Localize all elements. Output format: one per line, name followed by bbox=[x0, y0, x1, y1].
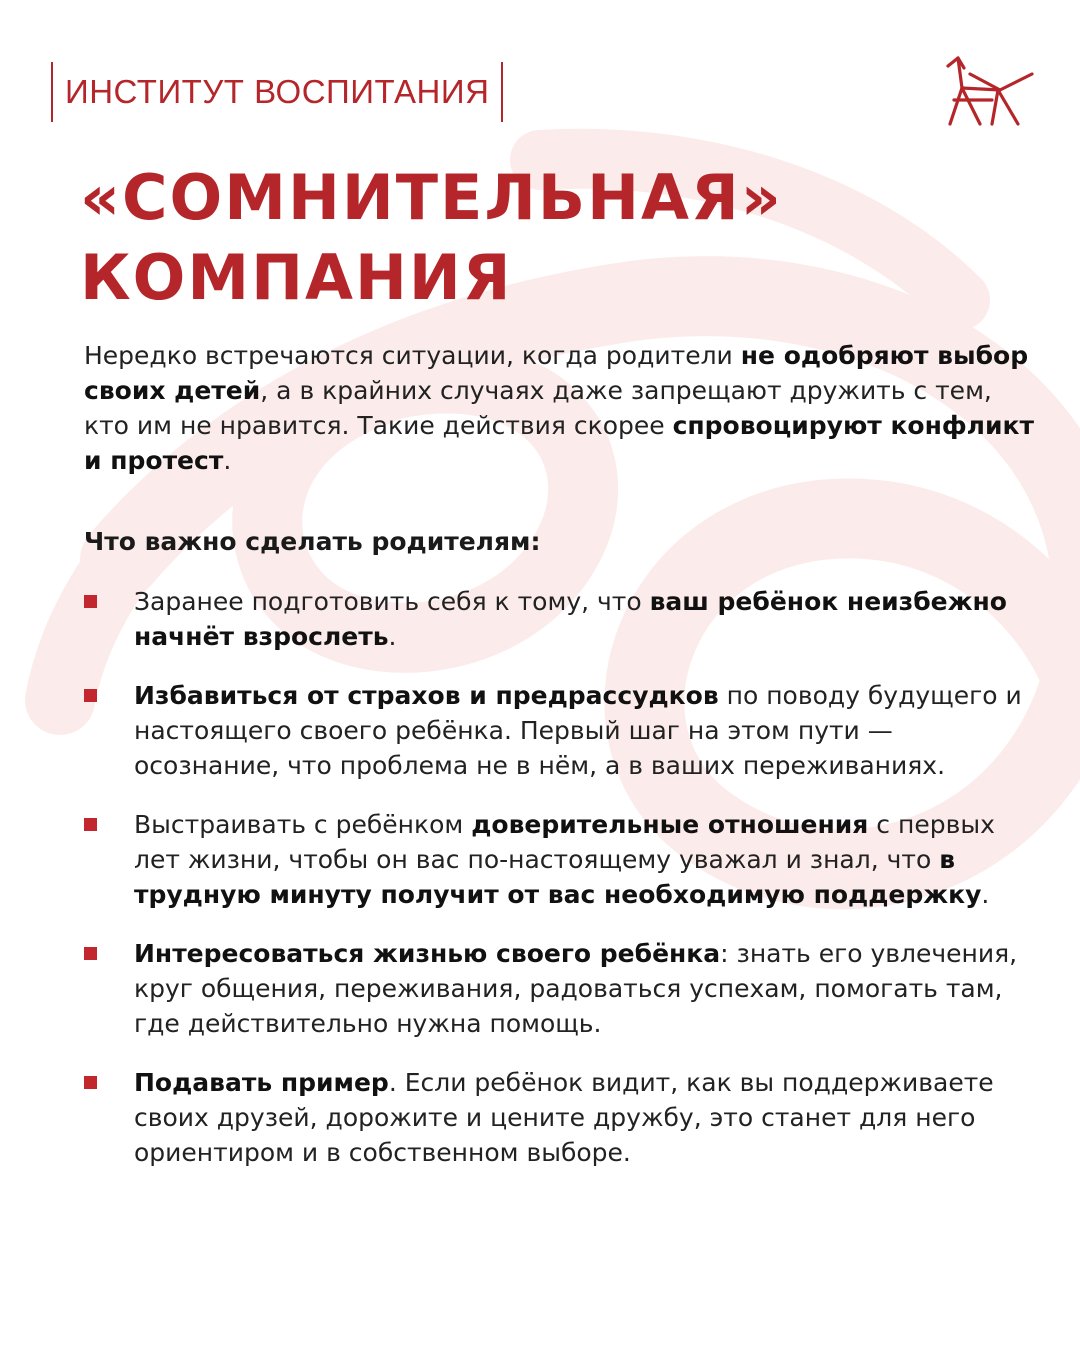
tip-bold: Избавиться от страхов и предрассудков bbox=[134, 681, 719, 710]
square-bullet-icon bbox=[84, 947, 97, 960]
list-item bbox=[84, 936, 1044, 1041]
intro-bold-1: не одобряют выбор своих детей bbox=[84, 341, 1029, 405]
list-item bbox=[84, 1065, 1044, 1170]
tip-text: . Если ребёнок видит, как вы поддерживаете своих друзей, дорожите и цените дружбу, это станет для него ориентиром и в собственном выборе. bbox=[134, 1068, 994, 1167]
tip-text: Выстраивать с ребёнком bbox=[134, 810, 472, 839]
tip-text: . bbox=[388, 622, 397, 651]
list-item bbox=[84, 807, 1044, 912]
institute-label: ИНСТИТУТ ВОСПИТАНИЯ bbox=[51, 62, 503, 122]
list-item bbox=[84, 678, 1044, 783]
tips-heading: Что важно сделать родителям: bbox=[84, 527, 541, 556]
tip-text: . bbox=[981, 880, 990, 909]
square-bullet-icon bbox=[84, 1076, 97, 1089]
tip-bold: Подавать пример bbox=[134, 1068, 389, 1097]
tip-text: : знать его увлечения, круг общения, переживания, радоваться успехам, помогать там, где действительно нужна помощь. bbox=[134, 939, 1018, 1038]
tip-text: Заранее подготовить себя к тому, что bbox=[134, 587, 650, 616]
intro-text-1: Нередко встречаются ситуации, когда родители bbox=[84, 341, 741, 370]
intro-paragraph bbox=[84, 338, 1044, 478]
tip-bold: в трудную минуту получит от вас необходимую поддержку bbox=[134, 845, 982, 909]
title-line-2: КОМПАНИЯ bbox=[80, 241, 513, 314]
tip-text: с первых лет жизни, чтобы он вас по-настоящему уважал и знал, что bbox=[134, 810, 995, 874]
tip-bold: Интересоваться жизнью своего ребёнка bbox=[134, 939, 721, 968]
horse-logo-icon bbox=[940, 54, 1036, 130]
square-bullet-icon bbox=[84, 689, 97, 702]
page-title bbox=[80, 158, 783, 318]
intro-text-3: . bbox=[223, 446, 232, 475]
square-bullet-icon bbox=[84, 595, 97, 608]
intro-bold-2: спровоцируют конфликт и протест bbox=[84, 411, 1034, 475]
intro-text-2: , а в крайних случаях даже запрещают дружить с тем, кто им не нравится. Такие действия скорее bbox=[84, 376, 992, 440]
tips-list bbox=[84, 584, 1044, 1170]
tip-bold: доверительные отношения bbox=[471, 810, 869, 839]
tip-text: по поводу будущего и настоящего своего ребёнка. Первый шаг на этом пути — осознание, что проблема не в нём, а в ваших переживаниях. bbox=[134, 681, 1022, 780]
square-bullet-icon bbox=[84, 818, 97, 831]
title-line-1: «СОМНИТЕЛЬНАЯ» bbox=[80, 161, 783, 234]
tip-bold: ваш ребёнок неизбежно начнёт взрослеть bbox=[134, 587, 1007, 651]
list-item bbox=[84, 584, 1044, 654]
